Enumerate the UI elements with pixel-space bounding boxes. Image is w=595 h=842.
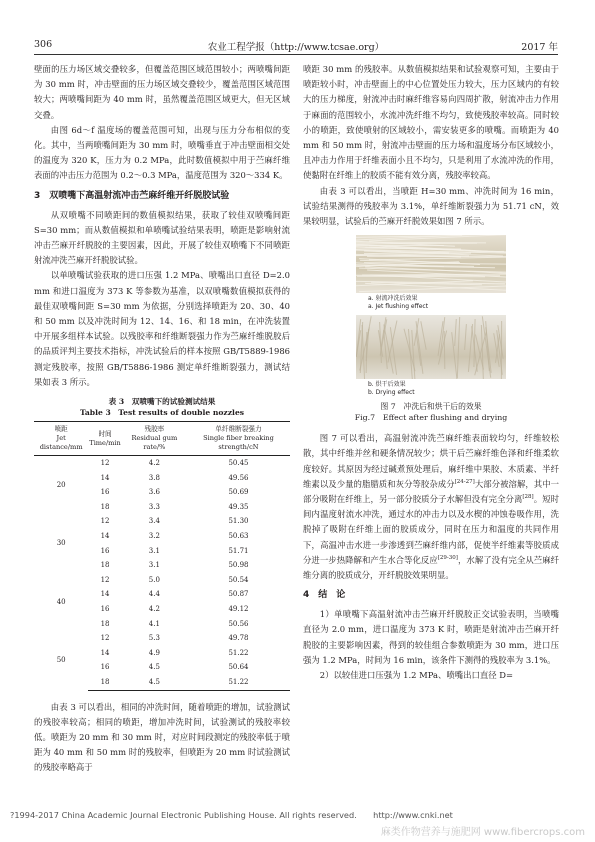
table-cell: 4.5	[122, 675, 187, 690]
table-cell: 50.63	[228, 532, 249, 541]
table-cell: 51.71	[228, 546, 249, 555]
figure-caption-en: Fig.7 Effect after flushing and drying	[354, 413, 508, 423]
table-cell: 50.54	[228, 575, 249, 584]
table-cell: 50.98	[228, 561, 249, 570]
paragraph: 1）单喷嘴下高温射流冲击苎麻开纤脱胶正交试验表明，当喷嘴直径为 2.0 mm，进口温度为 373 K 时，喷距是射流冲击苎麻开纤脱胶的主要影响因素，得到的较佳组合参数喷距为 30 mm，进口压强为 1.2 MPa，时间为 16 min，该条件下测得的残胶率为 3.1%。	[303, 609, 559, 665]
table-cell: 50.69	[228, 488, 249, 497]
fiber-texture	[369, 256, 506, 260]
jet-flushing-photo	[356, 235, 506, 293]
jet-distance-cell: 40	[56, 597, 66, 606]
table-cell: 49.78	[228, 634, 249, 643]
table-header: 喷距 Jet distance/mm	[34, 422, 88, 456]
table-header: 单纤维断裂强力 Single fiber breaking strength/cN	[187, 422, 290, 456]
figure-7	[356, 235, 506, 397]
jet-distance-cell: 50	[56, 656, 66, 665]
paragraph: 由图 6d～f 温度场的覆盖范围可知，出现与压力分布相似的变化。其中，当两喷嘴间距为 30 mm 时，喷嘴垂直于冲击壁面相交处的温度为 320 K，压力为 0.2 MPa，此时数值模拟中用于苎麻纤维表面的冲击压力范围为 0.2～0.3 MPa，温度范围为 320～334 K。	[34, 124, 290, 181]
table-cell: 3.3	[148, 502, 160, 511]
right-column	[303, 62, 559, 683]
page-number: 306	[34, 39, 53, 50]
table-cell: 16	[100, 546, 110, 555]
table-cell: 49.56	[228, 473, 249, 482]
table-row	[34, 514, 290, 529]
table-cell: 14	[100, 473, 110, 482]
left-column	[34, 62, 290, 776]
table-cell: 3.6	[148, 488, 160, 497]
paragraph: 图 7 可以看出，高温射流冲洗苎麻纤维表面较均匀，纤维较松散，其中纤维并丝和硬条情况较少；烘干后苎麻纤维色泽和纤维柔软度较好。其原因为经过碱煮预处理后，麻纤维中果胶、木质素、半纤维素以及少量的脂腊质和灰分等胶杂成分[24-27]大部分被溶解，其中一部分吸附在纤维上，另一部分胶质分子水解但没有完全分离[28]。短时间内温度射流水冲洗，通过水的冲击力以及水楔的冲蚀卷吸作用，洗脱掉了吸附在纤维上面的胶质成分，同时在压力和温度的共同作用下，高温冲击水进一步渗透到苎麻纤维内部，促使半纤维素等胶质成分进一步热降解和产生水合等化反应[29-30]，水解了没有完全从苎麻纤维分离的胶质成分，开纤脱胶效果明显。	[303, 433, 560, 581]
table-cell: 14	[100, 532, 110, 541]
table-header: 时间 Time/min	[88, 422, 122, 456]
table-row	[34, 573, 290, 588]
table-cell: 4.2	[148, 459, 160, 468]
watermark: 麻类作物营养与施肥网 www.fibercrops.com	[380, 827, 585, 838]
paragraph: 由表 3 可以看出，当喷距 H=30 mm、冲洗时间为 16 min，试验结果测得的残胶率为 3.1%，单纤维断裂强力为 51.71 cN，效果较明显，试验后的苎麻开纤脱效果如图 7 所示。	[303, 185, 559, 227]
table-cell: 51.22	[228, 648, 249, 657]
table-cell: 4.1	[148, 619, 160, 628]
section-heading: 4 结 论	[303, 590, 346, 601]
table-row	[34, 456, 290, 471]
jet-distance-cell: 20	[56, 480, 66, 489]
table-cell: 14	[100, 648, 110, 657]
table-cell: 50.56	[228, 619, 249, 628]
fiber-texture	[457, 317, 460, 378]
table-cell: 12	[100, 517, 110, 526]
table-cell: 14	[100, 590, 110, 599]
table-cell: 3.1	[148, 546, 160, 555]
journal-name: 农业工程学报（http://www.tcsae.org）	[207, 42, 385, 53]
table-cell: 5.3	[148, 634, 160, 643]
paragraph: 从双喷嘴不同喷距间的数值模拟结果，获取了较佳双喷嘴间距 S=30 mm；而从数值模拟和单喷嘴试验结果表明，喷距是影响射流冲击苎麻开纤脱胶的主要因素，因此，开展了较佳双喷嘴下不同喷距射流冲洗苎麻开纤脱胶试验。	[34, 209, 290, 266]
subcaption-b: b. 烘干后效果 b. Drying effect	[368, 381, 415, 397]
table-cell: 12	[100, 634, 110, 643]
table-cell: 18	[88, 675, 122, 690]
table-cell: 49.12	[228, 605, 249, 613]
fiber-texture	[420, 321, 426, 350]
table-cell: 3.2	[148, 532, 160, 541]
table-cell: 3.8	[148, 473, 160, 482]
copyright-footer: ?1994-2017 China Academic Journal Electronic Publishing House. All rights reserved. http://www.cnki.net	[10, 810, 453, 820]
fiber-texture	[454, 319, 457, 346]
table-cell: 3.1	[148, 561, 160, 570]
table-cell: 18	[100, 619, 110, 628]
running-header	[34, 39, 558, 53]
paragraph: 由表 3 可以看出，相同的冲洗时间，随着喷距的增加，试验测试的残胶率较高；相同的喷距，增加冲洗时间，试验测试的残胶率较低。喷距为 20 mm 和 30 mm 时，对应时间段测定的残胶率低于喷距为 40 mm 和 50 mm 时的残胶率，但喷距为 20 mm 时试验测试的残胶率略高于	[34, 701, 290, 773]
table-cell: 51.22	[187, 675, 290, 690]
table-cell: 50.64	[228, 663, 249, 672]
table-cell: 16	[100, 488, 110, 497]
table-caption-en: Table 3 Test results of double nozzles	[79, 408, 245, 418]
table-cell: 4.9	[148, 648, 160, 657]
table-cell: 16	[100, 605, 110, 613]
table-row	[34, 631, 290, 646]
table-cell: 4.2	[148, 605, 160, 613]
citation: [24-27]	[454, 479, 475, 486]
section-heading: 3 双喷嘴下高温射流冲击苎麻纤维开纤脱胶试验	[34, 190, 230, 201]
table-cell: 3.4	[148, 517, 160, 526]
table-cell: 16	[100, 663, 110, 672]
table-header: 残胶率 Residual gum rate/%	[122, 422, 187, 456]
fiber-texture	[464, 324, 467, 350]
table-cell: 18	[100, 502, 110, 511]
subcaption-a: a. 射流冲洗后效果 a. Jet flushing effect	[368, 295, 429, 311]
table-cell: 51.30	[228, 517, 249, 526]
table-cell: 50.45	[228, 459, 249, 468]
paragraph: 喷距 30 mm 的残胶率。从数值模拟结果和试验观察可知，主要由于喷距较小时，冲击壁面上的中心位置处压力较大，压力区域内的有较大的压力梯度，射流冲击时麻纤维容易向四周扩散，射流冲击力作用于麻面的范围较小，水流冲洗纤维不均匀，致使残胶率较高。同时较小的喷距，致使喷射的区域较小，需安装更多的喷嘴。而喷距为 40 mm 和 50 mm 时，射流冲击壁面的压力场和温度场分布区域较小，且冲击力作用于纤维表面小且不均匀，只是利用了水流冲洗的作用，使黏附在纤维上的胶质不能有效分离，残胶率较高。	[303, 64, 559, 181]
drying-photo	[356, 315, 506, 379]
journal-year: 2017 年	[521, 42, 558, 53]
jet-distance-cell: 30	[56, 539, 66, 548]
table-cell: 49.35	[228, 502, 249, 511]
citation: [29-30]	[437, 555, 458, 562]
results-table	[34, 421, 290, 691]
paragraph: 以单喷嘴试验获取的进口压强 1.2 MPa、喷嘴出口直径 D=2.0 mm 和进口温度为 373 K 等参数为基准，以双喷嘴数值模拟获得的最佳双喷嘴间距 S=30 mm 为依据，分别选择喷距为 20、30、40 和 50 mm 以及冲洗时间为 12、14、16、和 18 min，在冲洗装置中开展多组样本试验。以残胶率和纤维断裂强力作为苎麻纤维脱胶后的品质评判主要技术指标，冲洗试验后的样本按照 GB/T5889-1986 测定残胶率，按照 GB/T5886-1986 测定单纤维断裂强力，测试结果如表 3 所示。	[34, 270, 290, 387]
table-caption-cn: 表 3 双喷嘴下的试验测试结果	[108, 397, 216, 407]
figure-caption-cn: 图 7 冲洗后和烘干后的效果	[380, 402, 482, 412]
header-rule	[34, 54, 558, 55]
paragraph: 壁面的压力场区域交叠较多，但覆盖范围区域范围较小；两喷嘴间距为 30 mm 时，冲击壁面的压力场区域交叠较少，覆盖范围区域范围较大；两喷嘴间距为 40 mm 时，虽然覆盖范围区域更大，但无区域交叠。	[34, 64, 290, 120]
table-cell: 12	[100, 459, 110, 468]
table-cell: 5.0	[148, 575, 160, 584]
citation: [28]	[522, 494, 534, 501]
table-cell: 50.87	[228, 590, 249, 599]
table-cell: 4.4	[148, 590, 160, 599]
table-cell: 4.5	[148, 663, 160, 672]
table-cell: 12	[100, 575, 110, 584]
table-cell: 18	[100, 561, 110, 570]
paragraph: 2）以较佳进口压强为 1.2 MPa、喷嘴出口直径 D=	[319, 670, 513, 681]
